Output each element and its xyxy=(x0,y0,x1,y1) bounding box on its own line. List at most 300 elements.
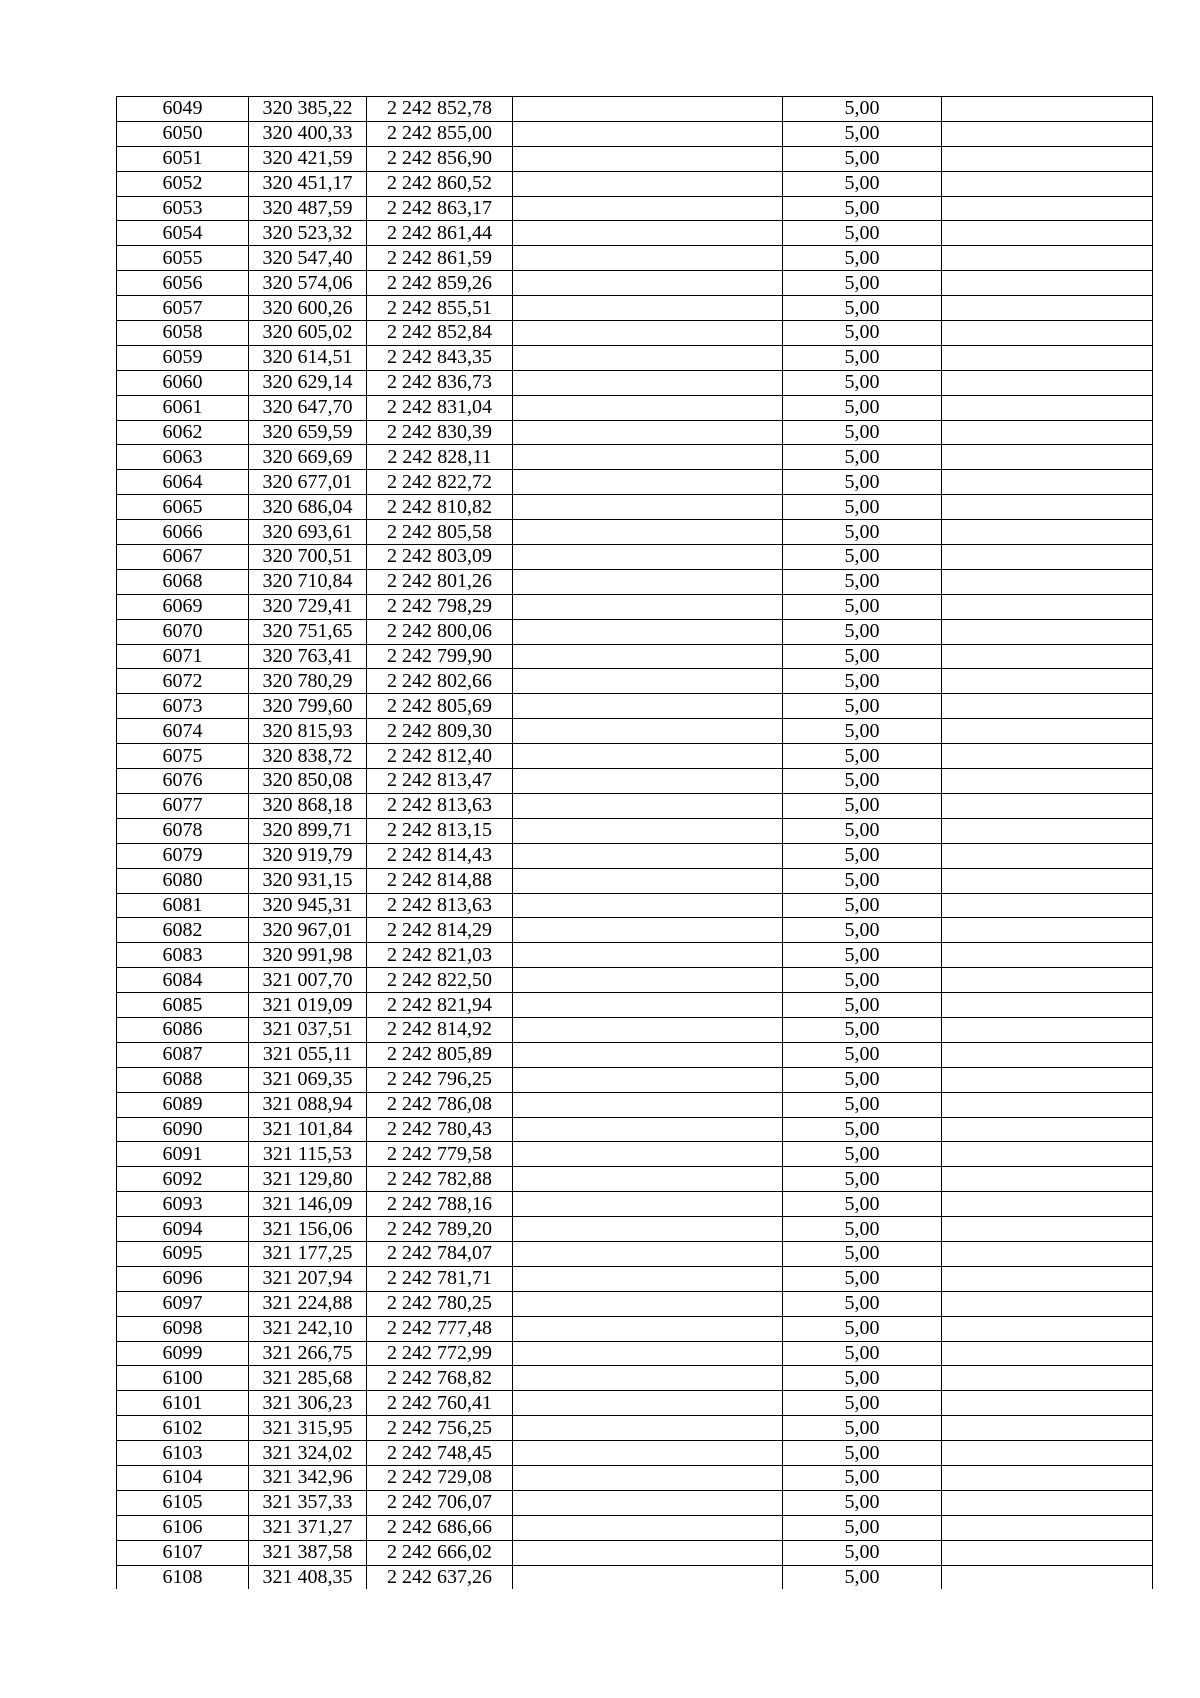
blank-cell xyxy=(513,296,783,321)
point-number-cell: 6094 xyxy=(117,1217,249,1242)
table-row xyxy=(117,296,1153,321)
value-cell: 5,00 xyxy=(783,769,942,794)
x-coordinate-cell: 320 523,32 xyxy=(249,221,367,246)
x-coordinate-cell: 320 931,15 xyxy=(249,868,367,893)
blank-cell xyxy=(942,1490,1153,1515)
y-coordinate-cell: 2 242 789,20 xyxy=(367,1217,513,1242)
blank-cell xyxy=(942,271,1153,296)
blank-cell xyxy=(513,221,783,246)
blank-cell xyxy=(513,196,783,221)
table-row xyxy=(117,669,1153,694)
blank-cell xyxy=(513,943,783,968)
x-coordinate-cell: 321 224,88 xyxy=(249,1291,367,1316)
value-cell: 5,00 xyxy=(783,296,942,321)
point-number-cell: 6049 xyxy=(117,97,249,122)
y-coordinate-cell: 2 242 810,82 xyxy=(367,495,513,520)
value-cell: 5,00 xyxy=(783,1540,942,1565)
y-coordinate-cell: 2 242 686,66 xyxy=(367,1515,513,1540)
table-row xyxy=(117,1291,1153,1316)
point-number-cell: 6093 xyxy=(117,1192,249,1217)
blank-cell xyxy=(513,1565,783,1589)
blank-cell xyxy=(942,146,1153,171)
point-number-cell: 6087 xyxy=(117,1042,249,1067)
y-coordinate-cell: 2 242 859,26 xyxy=(367,271,513,296)
value-cell: 5,00 xyxy=(783,495,942,520)
blank-cell xyxy=(942,545,1153,570)
blank-cell xyxy=(942,445,1153,470)
point-number-cell: 6096 xyxy=(117,1266,249,1291)
point-number-cell: 6056 xyxy=(117,271,249,296)
x-coordinate-cell: 320 421,59 xyxy=(249,146,367,171)
table-row xyxy=(117,246,1153,271)
y-coordinate-cell: 2 242 814,43 xyxy=(367,843,513,868)
blank-cell xyxy=(942,719,1153,744)
blank-cell xyxy=(513,1017,783,1042)
blank-cell xyxy=(513,569,783,594)
table-row xyxy=(117,818,1153,843)
point-number-cell: 6053 xyxy=(117,196,249,221)
value-cell: 5,00 xyxy=(783,1291,942,1316)
point-number-cell: 6085 xyxy=(117,993,249,1018)
x-coordinate-cell: 320 614,51 xyxy=(249,345,367,370)
y-coordinate-cell: 2 242 830,39 xyxy=(367,420,513,445)
table-row xyxy=(117,1266,1153,1291)
point-number-cell: 6102 xyxy=(117,1416,249,1441)
point-number-cell: 6057 xyxy=(117,296,249,321)
table-row xyxy=(117,97,1153,122)
value-cell: 5,00 xyxy=(783,1416,942,1441)
value-cell: 5,00 xyxy=(783,1192,942,1217)
table-row xyxy=(117,171,1153,196)
blank-cell xyxy=(513,370,783,395)
y-coordinate-cell: 2 242 813,63 xyxy=(367,793,513,818)
x-coordinate-cell: 320 899,71 xyxy=(249,818,367,843)
point-number-cell: 6098 xyxy=(117,1316,249,1341)
y-coordinate-cell: 2 242 860,52 xyxy=(367,171,513,196)
blank-cell xyxy=(513,246,783,271)
y-coordinate-cell: 2 242 822,50 xyxy=(367,968,513,993)
x-coordinate-cell: 321 019,09 xyxy=(249,993,367,1018)
blank-cell xyxy=(942,1142,1153,1167)
table-row xyxy=(117,1565,1153,1589)
blank-cell xyxy=(942,1291,1153,1316)
value-cell: 5,00 xyxy=(783,594,942,619)
point-number-cell: 6065 xyxy=(117,495,249,520)
blank-cell xyxy=(942,993,1153,1018)
x-coordinate-cell: 321 357,33 xyxy=(249,1490,367,1515)
y-coordinate-cell: 2 242 777,48 xyxy=(367,1316,513,1341)
point-number-cell: 6059 xyxy=(117,345,249,370)
table-row xyxy=(117,1540,1153,1565)
point-number-cell: 6095 xyxy=(117,1241,249,1266)
blank-cell xyxy=(942,1316,1153,1341)
value-cell: 5,00 xyxy=(783,694,942,719)
blank-cell xyxy=(513,1441,783,1466)
x-coordinate-cell: 320 451,17 xyxy=(249,171,367,196)
blank-cell xyxy=(513,644,783,669)
value-cell: 5,00 xyxy=(783,370,942,395)
point-number-cell: 6081 xyxy=(117,893,249,918)
x-coordinate-cell: 321 324,02 xyxy=(249,1441,367,1466)
point-number-cell: 6106 xyxy=(117,1515,249,1540)
y-coordinate-cell: 2 242 809,30 xyxy=(367,719,513,744)
blank-cell xyxy=(942,221,1153,246)
table-row xyxy=(117,370,1153,395)
table-row xyxy=(117,1366,1153,1391)
x-coordinate-cell: 321 088,94 xyxy=(249,1092,367,1117)
x-coordinate-cell: 321 007,70 xyxy=(249,968,367,993)
blank-cell xyxy=(513,1341,783,1366)
value-cell: 5,00 xyxy=(783,744,942,769)
blank-cell xyxy=(513,1465,783,1490)
value-cell: 5,00 xyxy=(783,321,942,346)
value-cell: 5,00 xyxy=(783,868,942,893)
value-cell: 5,00 xyxy=(783,644,942,669)
blank-cell xyxy=(513,171,783,196)
point-number-cell: 6078 xyxy=(117,818,249,843)
blank-cell xyxy=(942,1540,1153,1565)
table-row xyxy=(117,1192,1153,1217)
blank-cell xyxy=(942,1092,1153,1117)
y-coordinate-cell: 2 242 855,51 xyxy=(367,296,513,321)
blank-cell xyxy=(942,1042,1153,1067)
blank-cell xyxy=(513,993,783,1018)
blank-cell xyxy=(942,495,1153,520)
value-cell: 5,00 xyxy=(783,1441,942,1466)
value-cell: 5,00 xyxy=(783,719,942,744)
y-coordinate-cell: 2 242 796,25 xyxy=(367,1067,513,1092)
point-number-cell: 6068 xyxy=(117,569,249,594)
y-coordinate-cell: 2 242 831,04 xyxy=(367,395,513,420)
y-coordinate-cell: 2 242 786,08 xyxy=(367,1092,513,1117)
table-row xyxy=(117,345,1153,370)
x-coordinate-cell: 320 693,61 xyxy=(249,520,367,545)
y-coordinate-cell: 2 242 813,47 xyxy=(367,769,513,794)
blank-cell xyxy=(513,121,783,146)
y-coordinate-cell: 2 242 760,41 xyxy=(367,1391,513,1416)
blank-cell xyxy=(942,1515,1153,1540)
value-cell: 5,00 xyxy=(783,1515,942,1540)
point-number-cell: 6092 xyxy=(117,1167,249,1192)
point-number-cell: 6080 xyxy=(117,868,249,893)
blank-cell xyxy=(942,694,1153,719)
blank-cell xyxy=(513,918,783,943)
table-row xyxy=(117,495,1153,520)
x-coordinate-cell: 320 799,60 xyxy=(249,694,367,719)
value-cell: 5,00 xyxy=(783,818,942,843)
blank-cell xyxy=(513,445,783,470)
x-coordinate-cell: 321 408,35 xyxy=(249,1565,367,1589)
x-coordinate-cell: 320 686,04 xyxy=(249,495,367,520)
value-cell: 5,00 xyxy=(783,1067,942,1092)
y-coordinate-cell: 2 242 814,92 xyxy=(367,1017,513,1042)
value-cell: 5,00 xyxy=(783,271,942,296)
y-coordinate-cell: 2 242 852,84 xyxy=(367,321,513,346)
y-coordinate-cell: 2 242 813,63 xyxy=(367,893,513,918)
blank-cell xyxy=(942,918,1153,943)
point-number-cell: 6075 xyxy=(117,744,249,769)
y-coordinate-cell: 2 242 805,89 xyxy=(367,1042,513,1067)
point-number-cell: 6069 xyxy=(117,594,249,619)
blank-cell xyxy=(942,619,1153,644)
blank-cell xyxy=(942,370,1153,395)
point-number-cell: 6051 xyxy=(117,146,249,171)
blank-cell xyxy=(513,97,783,122)
value-cell: 5,00 xyxy=(783,470,942,495)
value-cell: 5,00 xyxy=(783,1042,942,1067)
blank-cell xyxy=(942,395,1153,420)
value-cell: 5,00 xyxy=(783,445,942,470)
blank-cell xyxy=(513,1142,783,1167)
x-coordinate-cell: 320 838,72 xyxy=(249,744,367,769)
point-number-cell: 6090 xyxy=(117,1117,249,1142)
point-number-cell: 6107 xyxy=(117,1540,249,1565)
point-number-cell: 6058 xyxy=(117,321,249,346)
table-row xyxy=(117,1391,1153,1416)
table-row xyxy=(117,719,1153,744)
point-number-cell: 6062 xyxy=(117,420,249,445)
value-cell: 5,00 xyxy=(783,1341,942,1366)
x-coordinate-cell: 321 101,84 xyxy=(249,1117,367,1142)
point-number-cell: 6084 xyxy=(117,968,249,993)
blank-cell xyxy=(513,470,783,495)
value-cell: 5,00 xyxy=(783,619,942,644)
blank-cell xyxy=(513,1515,783,1540)
blank-cell xyxy=(513,719,783,744)
value-cell: 5,00 xyxy=(783,1017,942,1042)
blank-cell xyxy=(942,769,1153,794)
blank-cell xyxy=(942,943,1153,968)
blank-cell xyxy=(942,669,1153,694)
blank-cell xyxy=(513,694,783,719)
table-row xyxy=(117,744,1153,769)
point-number-cell: 6066 xyxy=(117,520,249,545)
blank-cell xyxy=(513,744,783,769)
x-coordinate-cell: 320 647,70 xyxy=(249,395,367,420)
blank-cell xyxy=(942,196,1153,221)
blank-cell xyxy=(513,1490,783,1515)
table-row xyxy=(117,918,1153,943)
y-coordinate-cell: 2 242 828,11 xyxy=(367,445,513,470)
point-number-cell: 6105 xyxy=(117,1490,249,1515)
table-row xyxy=(117,1341,1153,1366)
point-number-cell: 6072 xyxy=(117,669,249,694)
table-row xyxy=(117,843,1153,868)
y-coordinate-cell: 2 242 706,07 xyxy=(367,1490,513,1515)
value-cell: 5,00 xyxy=(783,968,942,993)
value-cell: 5,00 xyxy=(783,1490,942,1515)
blank-cell xyxy=(942,1391,1153,1416)
value-cell: 5,00 xyxy=(783,1565,942,1589)
value-cell: 5,00 xyxy=(783,246,942,271)
blank-cell xyxy=(942,171,1153,196)
blank-cell xyxy=(942,569,1153,594)
value-cell: 5,00 xyxy=(783,395,942,420)
table-row xyxy=(117,1441,1153,1466)
point-number-cell: 6104 xyxy=(117,1465,249,1490)
x-coordinate-cell: 320 751,65 xyxy=(249,619,367,644)
x-coordinate-cell: 320 945,31 xyxy=(249,893,367,918)
y-coordinate-cell: 2 242 855,00 xyxy=(367,121,513,146)
point-number-cell: 6063 xyxy=(117,445,249,470)
blank-cell xyxy=(942,321,1153,346)
blank-cell xyxy=(942,296,1153,321)
blank-cell xyxy=(942,594,1153,619)
x-coordinate-cell: 320 669,69 xyxy=(249,445,367,470)
blank-cell xyxy=(513,520,783,545)
blank-cell xyxy=(513,669,783,694)
point-number-cell: 6073 xyxy=(117,694,249,719)
point-number-cell: 6064 xyxy=(117,470,249,495)
value-cell: 5,00 xyxy=(783,893,942,918)
y-coordinate-cell: 2 242 729,08 xyxy=(367,1465,513,1490)
x-coordinate-cell: 320 385,22 xyxy=(249,97,367,122)
table-row xyxy=(117,1042,1153,1067)
table-row xyxy=(117,1217,1153,1242)
blank-cell xyxy=(513,619,783,644)
point-number-cell: 6086 xyxy=(117,1017,249,1042)
table-row xyxy=(117,644,1153,669)
table-row xyxy=(117,545,1153,570)
y-coordinate-cell: 2 242 772,99 xyxy=(367,1341,513,1366)
point-number-cell: 6052 xyxy=(117,171,249,196)
value-cell: 5,00 xyxy=(783,1092,942,1117)
point-number-cell: 6103 xyxy=(117,1441,249,1466)
value-cell: 5,00 xyxy=(783,1167,942,1192)
table-row xyxy=(117,1490,1153,1515)
blank-cell xyxy=(513,1117,783,1142)
table-row xyxy=(117,196,1153,221)
x-coordinate-cell: 321 156,06 xyxy=(249,1217,367,1242)
value-cell: 5,00 xyxy=(783,1266,942,1291)
y-coordinate-cell: 2 242 784,07 xyxy=(367,1241,513,1266)
blank-cell xyxy=(513,818,783,843)
point-number-cell: 6067 xyxy=(117,545,249,570)
blank-cell xyxy=(513,594,783,619)
x-coordinate-cell: 321 037,51 xyxy=(249,1017,367,1042)
value-cell: 5,00 xyxy=(783,121,942,146)
table-row xyxy=(117,1465,1153,1490)
value-cell: 5,00 xyxy=(783,1241,942,1266)
table-row xyxy=(117,121,1153,146)
blank-cell xyxy=(513,1241,783,1266)
value-cell: 5,00 xyxy=(783,171,942,196)
blank-cell xyxy=(513,1416,783,1441)
blank-cell xyxy=(942,1441,1153,1466)
y-coordinate-cell: 2 242 814,88 xyxy=(367,868,513,893)
point-number-cell: 6091 xyxy=(117,1142,249,1167)
table-row xyxy=(117,445,1153,470)
blank-cell xyxy=(513,1067,783,1092)
value-cell: 5,00 xyxy=(783,793,942,818)
blank-cell xyxy=(942,121,1153,146)
x-coordinate-cell: 320 729,41 xyxy=(249,594,367,619)
y-coordinate-cell: 2 242 637,26 xyxy=(367,1565,513,1589)
table-row xyxy=(117,1142,1153,1167)
blank-cell xyxy=(942,1341,1153,1366)
y-coordinate-cell: 2 242 799,90 xyxy=(367,644,513,669)
table-row xyxy=(117,1092,1153,1117)
blank-cell xyxy=(513,1291,783,1316)
blank-cell xyxy=(513,1316,783,1341)
point-number-cell: 6077 xyxy=(117,793,249,818)
blank-cell xyxy=(942,1565,1153,1589)
value-cell: 5,00 xyxy=(783,669,942,694)
blank-cell xyxy=(513,1217,783,1242)
x-coordinate-cell: 320 605,02 xyxy=(249,321,367,346)
blank-cell xyxy=(513,1042,783,1067)
y-coordinate-cell: 2 242 748,45 xyxy=(367,1441,513,1466)
blank-cell xyxy=(513,321,783,346)
x-coordinate-cell: 320 487,59 xyxy=(249,196,367,221)
x-coordinate-cell: 320 780,29 xyxy=(249,669,367,694)
value-cell: 5,00 xyxy=(783,1217,942,1242)
value-cell: 5,00 xyxy=(783,1316,942,1341)
coordinates-table-body xyxy=(117,97,1153,1590)
y-coordinate-cell: 2 242 800,06 xyxy=(367,619,513,644)
blank-cell xyxy=(513,793,783,818)
table-row xyxy=(117,569,1153,594)
blank-cell xyxy=(942,1416,1153,1441)
x-coordinate-cell: 321 129,80 xyxy=(249,1167,367,1192)
blank-cell xyxy=(513,843,783,868)
blank-cell xyxy=(942,744,1153,769)
x-coordinate-cell: 320 868,18 xyxy=(249,793,367,818)
table-row xyxy=(117,146,1153,171)
y-coordinate-cell: 2 242 803,09 xyxy=(367,545,513,570)
value-cell: 5,00 xyxy=(783,1391,942,1416)
blank-cell xyxy=(513,271,783,296)
table-row xyxy=(117,868,1153,893)
blank-cell xyxy=(513,1092,783,1117)
coordinates-table xyxy=(116,96,1153,1589)
blank-cell xyxy=(513,146,783,171)
y-coordinate-cell: 2 242 756,25 xyxy=(367,1416,513,1441)
blank-cell xyxy=(942,644,1153,669)
table-row xyxy=(117,619,1153,644)
y-coordinate-cell: 2 242 821,94 xyxy=(367,993,513,1018)
table-row xyxy=(117,1167,1153,1192)
point-number-cell: 6100 xyxy=(117,1366,249,1391)
blank-cell xyxy=(942,1067,1153,1092)
table-row xyxy=(117,271,1153,296)
point-number-cell: 6083 xyxy=(117,943,249,968)
x-coordinate-cell: 321 069,35 xyxy=(249,1067,367,1092)
x-coordinate-cell: 321 146,09 xyxy=(249,1192,367,1217)
table-row xyxy=(117,1017,1153,1042)
y-coordinate-cell: 2 242 813,15 xyxy=(367,818,513,843)
table-row xyxy=(117,395,1153,420)
blank-cell xyxy=(942,1017,1153,1042)
point-number-cell: 6074 xyxy=(117,719,249,744)
table-row xyxy=(117,793,1153,818)
blank-cell xyxy=(942,1366,1153,1391)
x-coordinate-cell: 321 242,10 xyxy=(249,1316,367,1341)
point-number-cell: 6071 xyxy=(117,644,249,669)
point-number-cell: 6082 xyxy=(117,918,249,943)
x-coordinate-cell: 321 306,23 xyxy=(249,1391,367,1416)
y-coordinate-cell: 2 242 856,90 xyxy=(367,146,513,171)
x-coordinate-cell: 320 763,41 xyxy=(249,644,367,669)
x-coordinate-cell: 321 055,11 xyxy=(249,1042,367,1067)
table-row xyxy=(117,943,1153,968)
y-coordinate-cell: 2 242 788,16 xyxy=(367,1192,513,1217)
blank-cell xyxy=(942,345,1153,370)
value-cell: 5,00 xyxy=(783,918,942,943)
point-number-cell: 6079 xyxy=(117,843,249,868)
x-coordinate-cell: 320 629,14 xyxy=(249,370,367,395)
point-number-cell: 6108 xyxy=(117,1565,249,1589)
